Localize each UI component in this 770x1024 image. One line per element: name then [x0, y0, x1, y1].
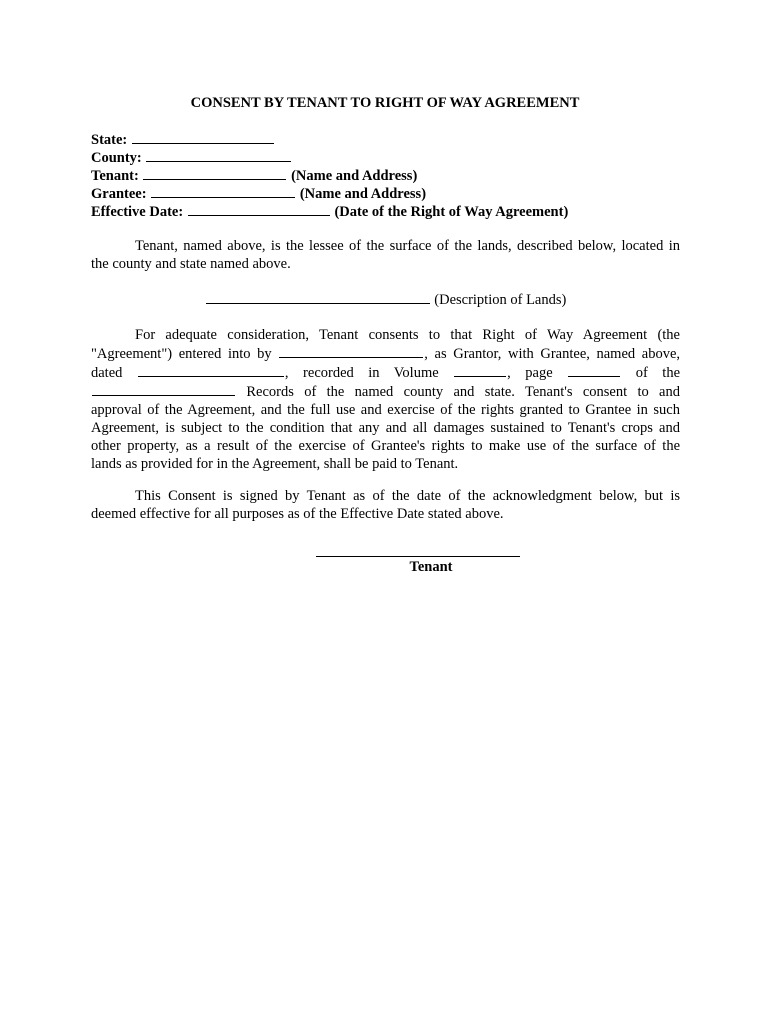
grantee-blank[interactable]: [151, 184, 295, 198]
paragraph-line: approval of the Agreement, and the full use and exercise of the rights granted to Grantee in such: [91, 402, 680, 418]
paragraph-text: Records of the named county and state. Tenant's consent to and: [246, 384, 680, 400]
header-fields: [91, 130, 681, 220]
records-blank[interactable]: [92, 382, 235, 396]
grantor-blank[interactable]: [279, 344, 423, 358]
state-row: [91, 130, 681, 148]
grantee-label: Grantee:: [91, 186, 147, 202]
tenant-note: (Name and Address): [291, 168, 418, 184]
paragraph-text: For adequate consideration, Tenant consents to that Right of Way Agreement (the: [135, 327, 680, 343]
state-blank[interactable]: [132, 130, 274, 144]
effective-date-label: Effective Date:: [91, 204, 184, 220]
signature-label: Tenant: [409, 559, 453, 575]
paragraph-text: of the: [635, 365, 681, 381]
tenant-label: Tenant:: [91, 168, 139, 184]
county-label: County:: [91, 150, 142, 166]
description-of-lands-row: [91, 290, 680, 309]
county-blank[interactable]: [146, 148, 291, 162]
paragraph-line: lands as provided for in the Agreement, shall be paid to Tenant.: [91, 456, 459, 472]
paragraph-line: [91, 382, 680, 401]
paragraph-line: [91, 487, 680, 505]
dated-blank[interactable]: [138, 363, 284, 377]
volume-blank[interactable]: [454, 363, 506, 377]
paragraph-text: , recorded in Volume: [284, 365, 439, 381]
county-row: [91, 148, 681, 166]
paragraph-line: the county and state named above.: [91, 256, 291, 272]
paragraph-line: deemed effective for all purposes as of the Effective Date stated above.: [91, 506, 504, 522]
grantee-note: (Name and Address): [299, 186, 427, 202]
description-blank[interactable]: [206, 290, 430, 304]
effective-date-row: [91, 202, 681, 220]
paragraph-line: [91, 326, 680, 344]
tenant-blank[interactable]: [143, 166, 286, 180]
paragraph-line: [91, 237, 680, 255]
paragraph-line: other property, as a result of the exercise of Grantee's rights to make use of the surface of the: [91, 438, 680, 454]
paragraph-signing: [91, 487, 680, 523]
paragraph-line: [91, 363, 680, 382]
tenant-row: [91, 166, 681, 184]
paragraph-text: Tenant, named above, is the lessee of the surface of the lands, described below, located in: [135, 238, 680, 254]
description-note: (Description of Lands): [434, 292, 567, 308]
state-label: State:: [91, 132, 128, 148]
paragraph-line: Agreement, is subject to the condition that any and all damages sustained to Tenant's crops and: [91, 420, 680, 436]
grantee-row: [91, 184, 681, 202]
effective-date-note: (Date of the Right of Way Agreement): [334, 204, 569, 220]
paragraph-text: , page: [507, 365, 553, 381]
paragraph-consideration: [91, 326, 680, 473]
paragraph-text: , as Grantor, with Grantee, named above,: [424, 346, 681, 362]
paragraph-line: [91, 344, 680, 363]
effective-date-blank[interactable]: [188, 202, 330, 216]
page-blank[interactable]: [568, 363, 620, 377]
paragraph-tenant-lessee: [91, 237, 680, 273]
document-title: CONSENT BY TENANT TO RIGHT OF WAY AGREEMENT: [190, 95, 580, 111]
signature-line[interactable]: [316, 556, 520, 557]
paragraph-text: "Agreement") entered into by: [91, 346, 272, 362]
paragraph-text: This Consent is signed by Tenant as of the date of the acknowledgment below, but is: [135, 488, 680, 504]
paragraph-text: dated: [91, 365, 123, 381]
